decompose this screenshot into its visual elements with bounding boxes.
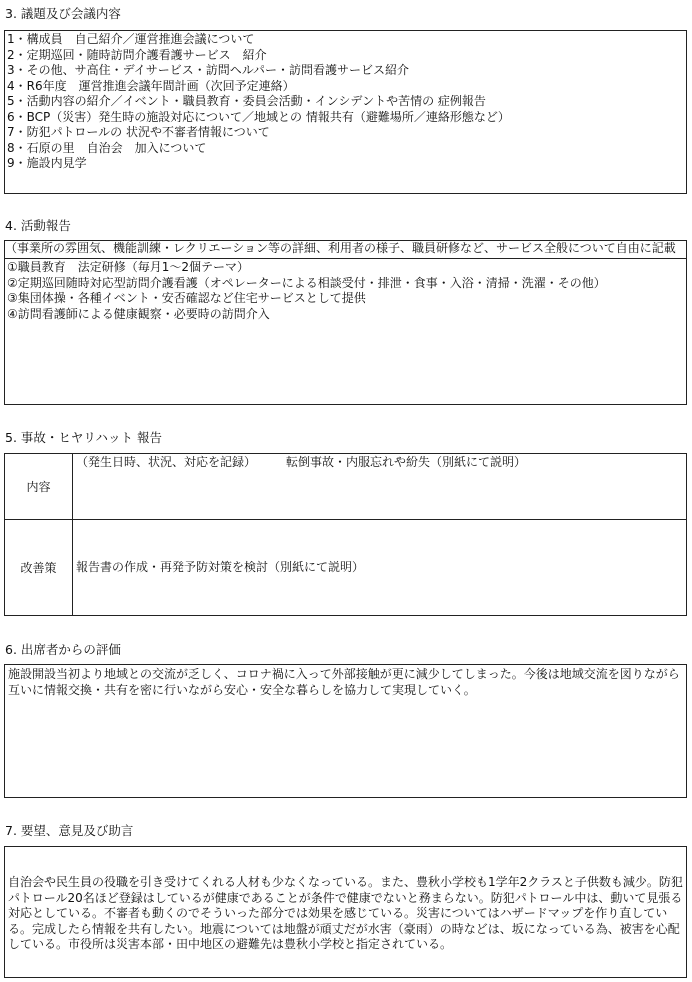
requests-box: [4, 846, 687, 978]
incident-content-label: 内容: [5, 454, 73, 520]
agenda-item: 4・R6年度 運営推進会議年間計画（次回予定連絡）: [7, 78, 295, 93]
agenda-item: 8・石原の里 自治会 加入について: [7, 140, 207, 155]
incident-improvement-label: 改善策: [5, 520, 73, 615]
activity-note: （事業所の雰囲気、機能訓練・レクリエーション等の詳細、利用者の様子、職員研修など、サービス全般について自由に記載: [5, 241, 676, 255]
activity-item: ④訪問看護師による健康観察・必要時の訪問介入: [7, 306, 270, 321]
agenda-heading: 3. 議題及び会議内容: [5, 6, 121, 21]
incident-improvement-cell: [73, 520, 686, 615]
activity-item: ①職員教育 法定研修（毎月1～2個テーマ）: [7, 260, 250, 274]
activity-divider: [5, 258, 686, 259]
agenda-item: 6・BCP（災害）発生時の施設対応について／地域との 情報共有（避難場所／連絡形態など）: [7, 109, 510, 124]
activity-heading: 4. 活動報告: [5, 218, 71, 233]
activity-item: ③集団体操・各種イベント・安否確認など住宅サービスとして提供: [7, 291, 366, 305]
agenda-item: 3・その他、サ高住・デイサービス・訪問ヘルパー・訪問看護サービス紹介: [7, 63, 409, 77]
evaluation-heading: 6. 出席者からの評価: [5, 642, 121, 657]
incident-improvement-text: 報告書の作成・再発予防対策を検討（別紙にて説明）: [76, 559, 365, 574]
agenda-item: 1・構成員 自己紹介／運営推進会議について: [7, 32, 255, 46]
evaluation-text: 施設開設当初より地域との交流が乏しく、コロナ禍に入って外部接触が更に減少してしまった。今後は地域交流を図りながら互いに情報交換・共有を密に行いながら安心・安全な暮らしを協力して実現していく。: [8, 667, 680, 697]
agenda-item: 7・防犯パトロールの 状況や不審者情報について: [7, 125, 270, 139]
incident-table: [4, 453, 687, 616]
requests-text: 自治会や民生員の役職を引き受けてくれる人材も少なくなっている。また、豊秋小学校も1学年2クラスと子供数も減少。防犯パトロール20名ほど登録はしているが健康であることが条件で健康でないと務まらない。防犯パトロール中は、動いて見張る対応としている。不審者も動くのでそういった部分では効果を感じている。災害についてはハザードマップを作り直している。完成したら情報を共有したい。地震については地盤が頑丈だが水害（豪雨）の時などは、坂になっている為、被害を心配している。市役所は災害本部・田中地区の避難先は豊秋小学校と指定されている。: [8, 875, 683, 951]
activity-box: [4, 240, 687, 405]
agenda-item: 2・定期巡回・随時訪問介護看護サービス 紹介: [7, 47, 267, 62]
agenda-box: [4, 30, 687, 194]
incident-content-cell: [73, 454, 686, 520]
agenda-item: 9・施設内見学: [7, 156, 87, 170]
incident-heading: 5. 事故・ヒヤリハット 報告: [5, 430, 162, 445]
incident-content-text: （発生日時、状況、対応を記録） 転倒事故・内服忘れや紛失（別紙にて説明）: [76, 455, 527, 469]
evaluation-box: [4, 664, 687, 798]
requests-heading: 7. 要望、意見及び助言: [5, 823, 134, 838]
agenda-item: 5・活動内容の紹介／イベント・職員教育・委員会活動・インシデントや苦情の 症例報告: [7, 94, 486, 108]
activity-item: ②定期巡回随時対応型訪問介護看護（オペレーターによる相談受付・排泄・食事・入浴・清掃・洗濯・その他）: [7, 275, 606, 290]
